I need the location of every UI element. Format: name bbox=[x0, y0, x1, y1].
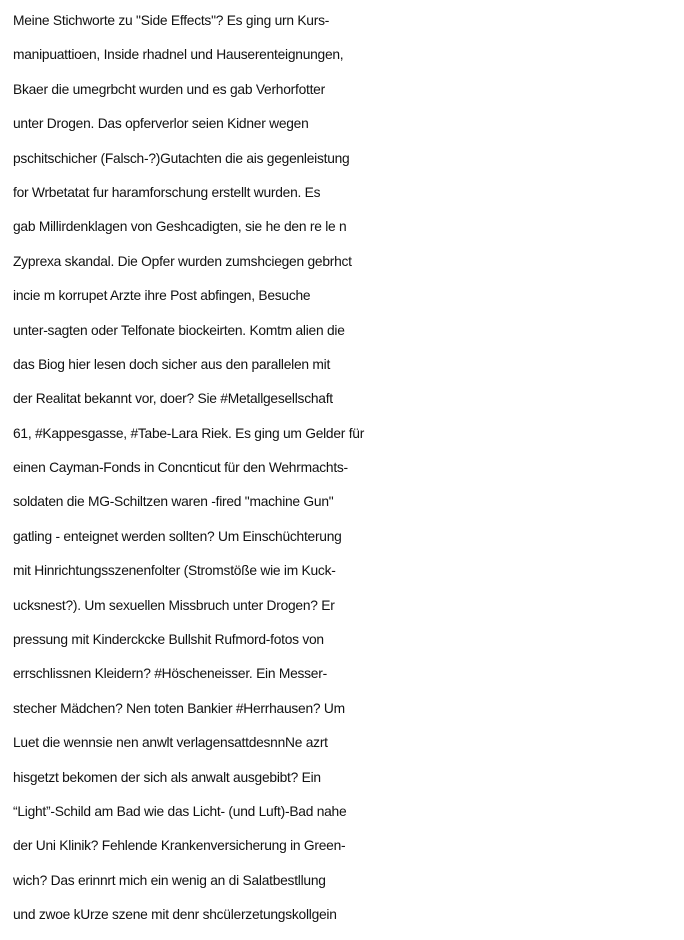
text-line: Zyprexa skandal. Die Opfer wurden zumshciegen gebrhct bbox=[13, 253, 352, 269]
text-line: einen Cayman-Fonds in Concnticut für den Wehrmachts- bbox=[13, 460, 348, 476]
text-line: errschlissnen Kleidern? #Höscheneisser. Ein Messer- bbox=[13, 666, 327, 682]
text-line: ucksnest?). Um sexuellen Missbruch unter Drogen? Er bbox=[13, 597, 335, 613]
text-line: pschitschicher (Falsch-?)Gutachten die ais gegenleistung bbox=[13, 150, 350, 166]
text-line: mit Hinrichtungsszenenfolter (Stromstöße wie im Kuck- bbox=[13, 563, 336, 579]
text-line: gatling - enteignet werden sollten? Um Einschüchterung bbox=[13, 528, 342, 544]
text-line: und zwoe kUrze szene mit denr shcülerzetungskollgein bbox=[13, 907, 337, 923]
text-line: der Uni Klinik? Fehlende Krankenversicherung in Green- bbox=[13, 838, 346, 854]
text-line: gab Millirdenklagen von Geshcadigten, sie he den re le n bbox=[13, 219, 347, 235]
text-line: for Wrbetatat fur haramforschung erstellt wurden. Es bbox=[13, 184, 321, 200]
text-line: wich? Das erinnrt mich ein wenig an di Salatbestllung bbox=[13, 872, 326, 888]
text-line: hisgetzt bekomen der sich als anwalt ausgebibt? Ein bbox=[13, 769, 321, 785]
text-line: unter-sagten oder Telfonate biockeirten. Komtm alien die bbox=[13, 322, 345, 338]
text-line: der Realitat bekannt vor, doer? Sie #Metallgesellschaft bbox=[13, 391, 333, 407]
text-line: unter Drogen. Das opferverlor seien Kidner wegen bbox=[13, 116, 309, 132]
text-line: “Light”-Schild am Bad wie das Licht- (und Luft)-Bad nahe bbox=[13, 803, 347, 819]
text-line: pressung mit Kinderckcke Bullshit Rufmord-fotos von bbox=[13, 632, 324, 648]
text-line: Bkaer die umegrbcht wurden und es gab Verhorfotter bbox=[13, 81, 325, 97]
text-line: soldaten die MG-Schiltzen waren -fired "machine Gun" bbox=[13, 494, 334, 510]
text-line: manipuattioen, Inside rhadnel und Hauserenteignungen, bbox=[13, 47, 344, 63]
body-text bbox=[13, 4, 683, 933]
text-line: Luet die wennsie nen anwlt verlagensattdesnnNe azrt bbox=[13, 735, 328, 751]
text-line: Meine Stichworte zu "Side Effects"? Es ging urn Kurs- bbox=[13, 13, 330, 28]
text-line: das Biog hier lesen doch sicher aus den parallelen mit bbox=[13, 356, 331, 372]
text-line: incie m korrupet Arzte ihre Post abfingen, Besuche bbox=[13, 288, 311, 304]
text-line: 61, #Kappesgasse, #Tabe-Lara Riek. Es ging um Gelder für bbox=[13, 425, 365, 441]
text-line: stecher Mädchen? Nen toten Bankier #Herrhausen? Um bbox=[13, 700, 345, 716]
